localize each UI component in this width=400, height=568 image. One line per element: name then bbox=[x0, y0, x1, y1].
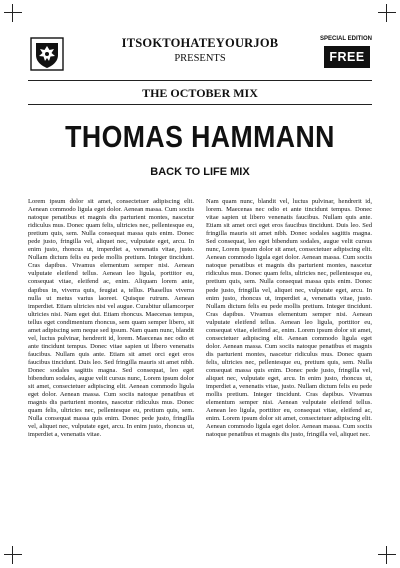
presents-label: PRESENTS bbox=[174, 53, 226, 64]
artist-title: THOMAS HAMMANN bbox=[65, 119, 335, 154]
crop-mark-bottom-right bbox=[378, 546, 396, 564]
flyer-page bbox=[28, 26, 372, 536]
special-edition-label: SPECIAL EDITION bbox=[320, 36, 372, 42]
mix-title: THE OCTOBER MIX bbox=[142, 86, 258, 100]
free-badge: FREE bbox=[324, 46, 370, 68]
crest-logo-icon bbox=[30, 37, 64, 71]
body-column-left: Lorem ipsum dolor sit amet, consectetuer adipiscing elit. Aenean commodo ligula eget dolor. Aenean massa. Cum sociis natoque penatibus et magnis dis parturient montes, nascetur ridiculus mus. Donec quam felis, ultricies nec, pellentesque eu, pretium quis, sem. Nulla consequat massa quis enim. Donec pede justo, fringilla vel, aliquet nec, vulputate eget, arcu. In enim justo, rhoncus ut, imperdiet a, venenatis vitae, justo. Nullam dictum felis eu pede mollis pretium. Integer tincidunt. Cras dapibus. Vivamus elementum semper nisi. Aenean vulputate eleifend tellus. Aenean leo ligula, porttitor eu, consequat vitae, eleifend ac, enim. Aliquam lorem ante, dapibus in, viverra quis, feugiat a, tellus. Phasellus viverra nulla ut metus varius laoreet. Quisque rutrum. Aenean imperdiet. Etiam ultricies nisi vel augue. Curabitur ullamcorper ultricies nisi. Nam eget dui. Etiam rhoncus. Maecenas tempus, tellus eget condimentum rhoncus, sem quam semper libero, sit amet adipiscing sem neque sed ipsum. Nam quam nunc, blandit vel, luctus pulvinar, hendrerit id, lorem. Maecenas nec odio et ante tincidunt tempus. Donec vitae sapien ut libero venenatis faucibus. Nullam quis ante. Etiam sit amet orci eget eros faucibus tincidunt. Duis leo. Sed fringilla mauris sit amet nibh. Donec sodales sagittis magna. Sed consequat, leo eget bibendum sodales, augue velit cursus nunc, Lorem ipsum dolor sit amet, consectetuer adipiscing elit. Aenean commodo ligula eget dolor. Aenean massa. Cum sociis natoque penatibus et magnis dis parturient montes, nascetur ridiculus mus. Donec quam felis, ultricies nec, pellentesque eu, pretium quis, sem. Nulla consequat massa quis enim. Donec pede justo, fringilla vel, aliquet nec, vulputate eget, arcu. In enim justo, rhoncus ut, imperdiet a, venenatis vitae. bbox=[28, 198, 194, 439]
bottom-divider bbox=[28, 104, 372, 105]
top-divider bbox=[28, 80, 372, 81]
crop-mark-top-right bbox=[378, 4, 396, 22]
crop-mark-bottom-left bbox=[4, 546, 22, 564]
body-column-right: Nam quam nunc, blandit vel, luctus pulvinar, hendrerit id, lorem. Maecenas nec odio et ante tincidunt tempus. Donec vitae sapien ut libero venenatis faucibus. Nullam quis ante. Etiam sit amet orci eget eros faucibus tincidunt. Duis leo. Sed fringilla mauris sit amet nibh. Donec sodales sagittis magna. Sed consequat, leo eget bibendum sodales, augue velit cursus nunc, Lorem ipsum dolor sit amet, consectetuer adipiscing elit. Aenean commodo ligula eget dolor. Aenean massa. Cum sociis natoque penatibus et magnis dis parturient montes, nascetur ridiculus mus. Donec quam felis, ultricies nec, pellentesque eu, pretium quis, sem. Nulla consequat massa quis enim. Donec pede justo, fringilla vel, aliquet nec, vulputate eget, arcu. In enim justo, rhoncus ut, imperdiet a, venenatis vitae, justo. Nullam dictum felis eu pede mollis pretium. Integer tincidunt. Cras dapibus. Vivamus elementum semper nisi. Aenean vulputate eleifend tellus. Aenean leo ligula, porttitor eu, consequat vitae, eleifend ac, enim. Lorem ipsum dolor sit amet, consectetuer adipiscing elit. Aenean commodo ligula eget dolor. Aenean massa. Cum sociis natoque penatibus et magnis dis parturient montes, nascetur ridiculus mus. Donec quam felis, ultricies nec, pellentesque eu, pretium quis, sem. Nulla consequat massa quis enim. Donec pede justo, fringilla vel, aliquet nec, vulputate eget, arcu. In enim justo, rhoncus ut, imperdiet a, venenatis vitae, justo. Nullam dictum felis eu pede mollis pretium. Integer tincidunt. Cras dapibus. Vivamus elementum semper nisi. Aenean vulputate eleifend tellus. Aenean leo ligula, porttitor eu, consequat vitae, eleifend ac, enim. Lorem ipsum dolor sit amet, consectetuer adipiscing elit. Aenean commodo ligula eget dolor. Aenean massa. Cum sociis natoque penatibus et magnis dis justo, fringilla vel, aliquet nec. bbox=[206, 198, 372, 439]
mix-subtitle: BACK TO LIFE MIX bbox=[150, 166, 250, 178]
crop-mark-top-left bbox=[4, 4, 22, 22]
brand-name: ITSOKTOHATEYOURJOB bbox=[121, 36, 279, 50]
